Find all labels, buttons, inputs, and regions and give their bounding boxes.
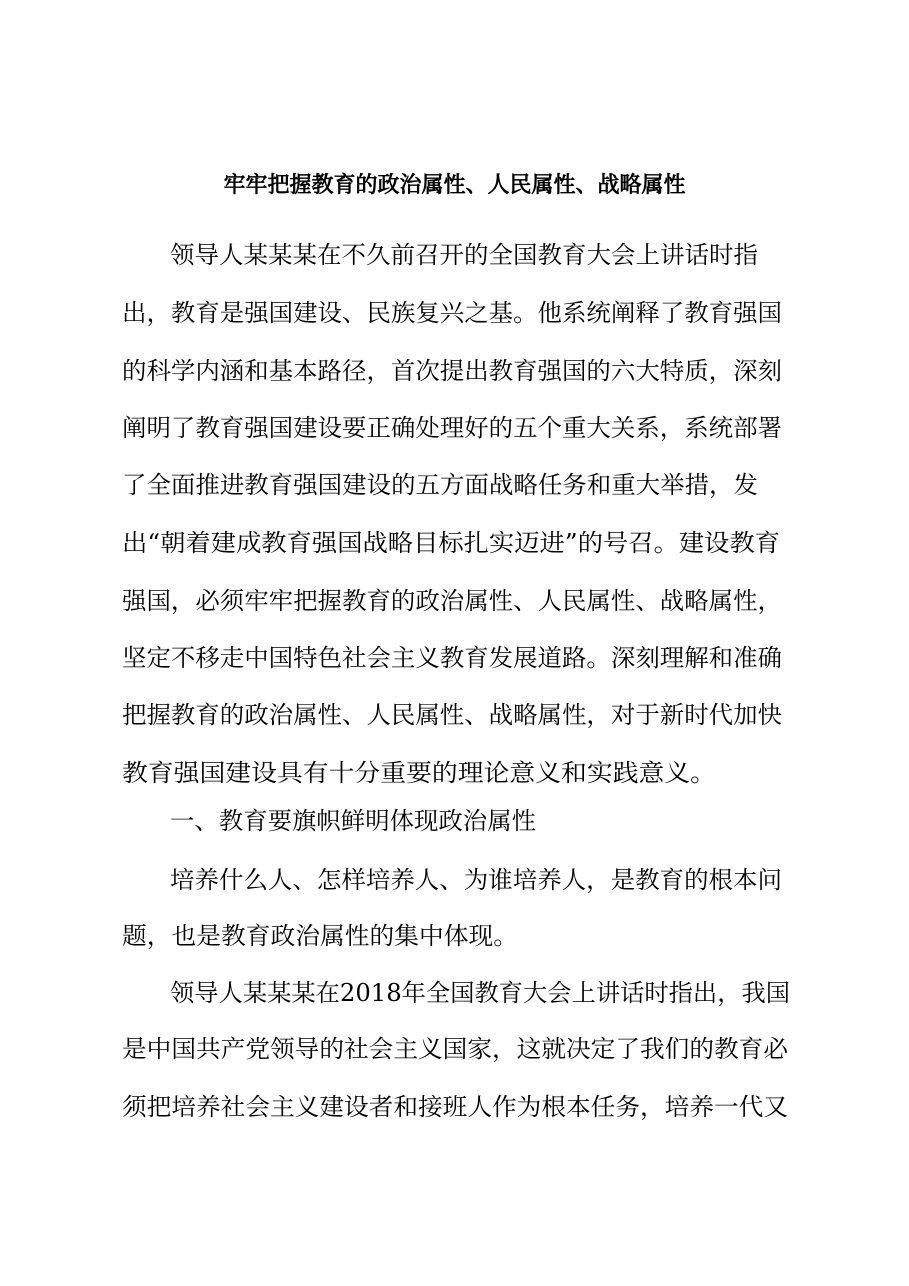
paragraph-1-line-6: 出“朝着建成教育强国战略目标扎实迈进”的号召。建设教育 — [122, 529, 781, 557]
paragraph-1-line-7: 强国，必须牢牢把握教育的政治属性、人民属性、战略属性， — [122, 587, 782, 615]
paragraph-1-line-5: 了全面推进教育强国建设的五方面战略任务和重大举措，发 — [122, 471, 758, 499]
paragraph-1-line-10: 教育强国建设具有十分重要的理论意义和实践意义。 — [122, 759, 717, 787]
paragraph-1-line-4: 阐明了教育强国建设要正确处理好的五个重大关系，系统部署 — [122, 414, 782, 442]
paragraph-1-line-9: 把握教育的政治属性、人民属性、战略属性，对于新时代加快 — [122, 701, 782, 729]
paragraph-1-line-8: 坚定不移走中国特色社会主义教育发展道路。深刻理解和准确 — [122, 644, 782, 672]
paragraph-1-line-1: 领导人某某某在不久前召开的全国教育大会上讲话时指 — [170, 241, 758, 269]
section-heading-1: 一、教育要旗帜鲜明体现政治属性 — [170, 807, 537, 835]
paragraph-2-line-1: 培养什么人、怎样培养人、为谁培养人，是教育的根本问 — [170, 866, 782, 894]
document-title — [0, 168, 909, 202]
paragraph-3-line-1: 领导人某某某在2018年全国教育大会上讲话时指出，我国 — [170, 979, 791, 1007]
paragraph-3-line-3: 须把培养社会主义建设者和接班人作为根本任务，培养一代又 — [122, 1093, 789, 1121]
document-title-text: 牢牢把握教育的政治属性、人民属性、战略属性 — [223, 172, 686, 198]
paragraph-1-line-2: 出，教育是强国建设、民族复兴之基。他系统阐释了教育强国 — [122, 299, 782, 327]
paragraph-1-line-3: 的科学内涵和基本路径，首次提出教育强国的六大特质，深刻 — [122, 357, 782, 385]
paragraph-3-line-2: 是中国共产党领导的社会主义国家，这就决定了我们的教育必 — [122, 1035, 789, 1063]
paragraph-2-line-2: 题，也是教育政治属性的集中体现。 — [122, 922, 519, 950]
